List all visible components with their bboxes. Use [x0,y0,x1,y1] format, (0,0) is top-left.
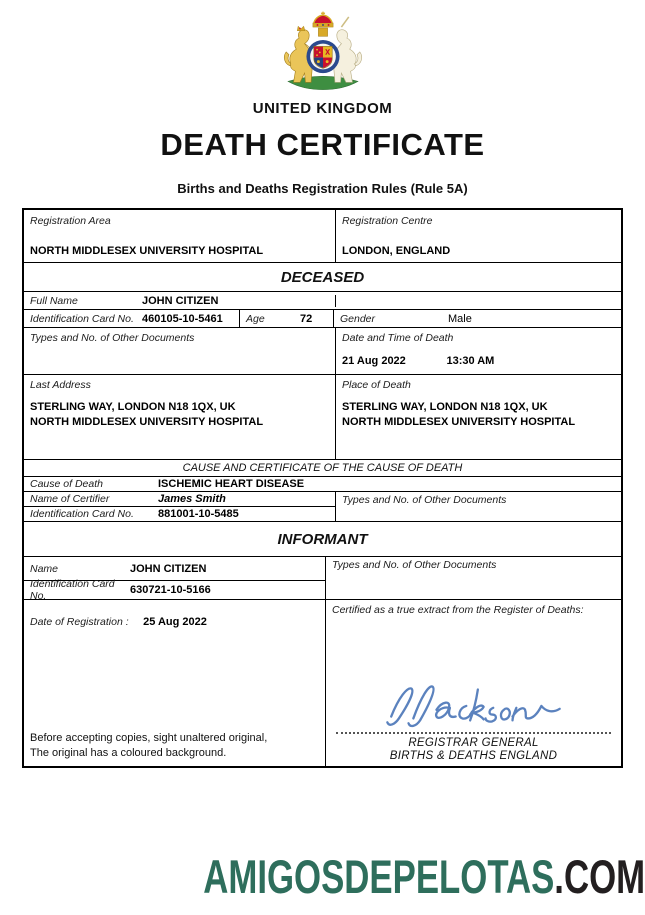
document-title: DEATH CERTIFICATE [160,127,485,162]
brand-suffix: .COM [554,850,645,903]
cause-of-death-cell [24,478,621,490]
certifier-label: Name of Certifier [30,492,110,505]
informant-section-header [24,522,621,557]
informant-name-label: Name [30,562,59,575]
address-place-row [24,375,621,460]
informant-section-title: INFORMANT [277,530,368,548]
cause-section-title: CAUSE AND CERTIFICATE OF THE CAUSE OF DEATH [182,462,463,474]
registration-centre-cell [336,210,621,262]
age-label: Age [246,312,265,325]
certifier-id-label: Identification Card No. [30,507,134,520]
deceased-id-value: 460105-10-5461 [142,312,223,325]
registrar-title-line1: REGISTRAR GENERAL [408,737,539,749]
cause-of-death-label: Cause of Death [30,478,103,490]
deceased-section-header [24,263,621,292]
full-name-row [24,292,621,310]
last-address-cell [24,375,336,459]
certifier-left-stack [24,492,336,521]
full-name-cell [24,295,336,307]
deceased-other-docs-label: Types and No. of Other Documents [30,332,195,344]
deceased-other-docs-cell [24,328,336,374]
death-datetime-label: Date and Time of Death [342,332,454,344]
registration-date-cell [24,600,326,766]
gender-cell [334,310,621,327]
brand-name: AMIGOSDEPELOTAS [203,850,555,903]
registration-area-value: NORTH MIDDLESEX UNIVERSITY HOSPITAL [30,245,264,257]
cause-of-death-value: ISCHEMIC HEART DISEASE [158,478,305,490]
registrar-title-line2: BIRTHS & DEATHS ENGLAND [389,750,558,762]
certifier-name-row [24,492,335,507]
watermark-brand [203,849,645,904]
last-address-line2: NORTH MIDDLESEX UNIVERSITY HOSPITAL [30,416,264,428]
signature-dotted-line [336,732,611,734]
cause-other-docs-label: Types and No. of Other Documents [342,494,507,506]
certifier-rows [24,492,621,522]
signature-block [332,678,615,763]
registration-date-line [30,612,319,630]
deceased-section-title: DECEASED [280,268,365,286]
registration-centre-value: LONDON, ENGLAND [342,245,451,257]
registrar-signature [374,678,574,730]
cause-of-death-row [24,477,621,492]
certificate-table [22,208,623,768]
certifier-value: James Smith [158,492,226,505]
last-address-label: Last Address [30,379,91,391]
docs-death-date-row [24,328,621,375]
informant-id-value: 630721-10-5166 [130,584,211,596]
registration-area-cell [24,210,336,262]
informant-left-stack [24,557,326,602]
certified-extract-label: Certified as a true extract from the Register of Deaths: [332,604,584,616]
registration-date-value: 25 Aug 2022 [143,616,207,628]
deceased-id-label: Identification Card No. [30,312,134,325]
last-address-line1: STERLING WAY, LONDON N18 1QX, UK [30,401,236,413]
bottom-row [24,600,621,766]
age-cell [240,310,334,327]
id-age-gender-row [24,310,621,328]
copy-note-line1: Before accepting copies, sight unaltered original, [30,732,268,744]
registration-area-label: Registration Area [30,215,111,227]
death-datetime-cell [336,328,621,374]
certifier-id-value: 881001-10-5485 [158,507,239,520]
registration-centre-label: Registration Centre [342,215,433,227]
cause-other-docs-cell [336,492,621,521]
deceased-id-cell [24,310,240,327]
certified-extract-cell [326,600,621,766]
cause-section-header [24,460,621,477]
country-title: UNITED KINGDOM [252,100,393,117]
copy-note [30,731,319,761]
informant-rows [24,557,621,600]
place-of-death-line1: STERLING WAY, LONDON N18 1QX, UK [342,401,548,413]
document-subtitle: Births and Deaths Registration Rules (Rule 5A) [177,181,468,196]
death-date-value: 21 Aug 2022 [342,355,406,367]
informant-id-label: Identification Card No. [30,578,115,602]
informant-other-docs-label: Types and No. of Other Documents [332,559,497,571]
certifier-id-row [24,507,335,521]
informant-other-docs-cell [326,557,621,599]
gender-label: Gender [340,312,376,325]
full-name-value: JOHN CITIZEN [142,294,219,307]
registration-row [24,210,621,263]
informant-id-row [24,578,325,602]
registration-date-label: Date of Registration : [30,616,129,628]
place-of-death-label: Place of Death [342,379,411,391]
uk-royal-coat-of-arms-icon [277,5,369,97]
gender-value: Male [448,312,472,325]
age-value: 72 [300,312,313,325]
place-of-death-cell [336,375,621,459]
full-name-label: Full Name [30,294,78,307]
place-of-death-line2: NORTH MIDDLESEX UNIVERSITY HOSPITAL [342,416,576,428]
death-time-value: 13:30 AM [446,355,495,367]
copy-note-line2: The original has a coloured background. [30,747,227,759]
informant-name-value: JOHN CITIZEN [130,562,207,575]
